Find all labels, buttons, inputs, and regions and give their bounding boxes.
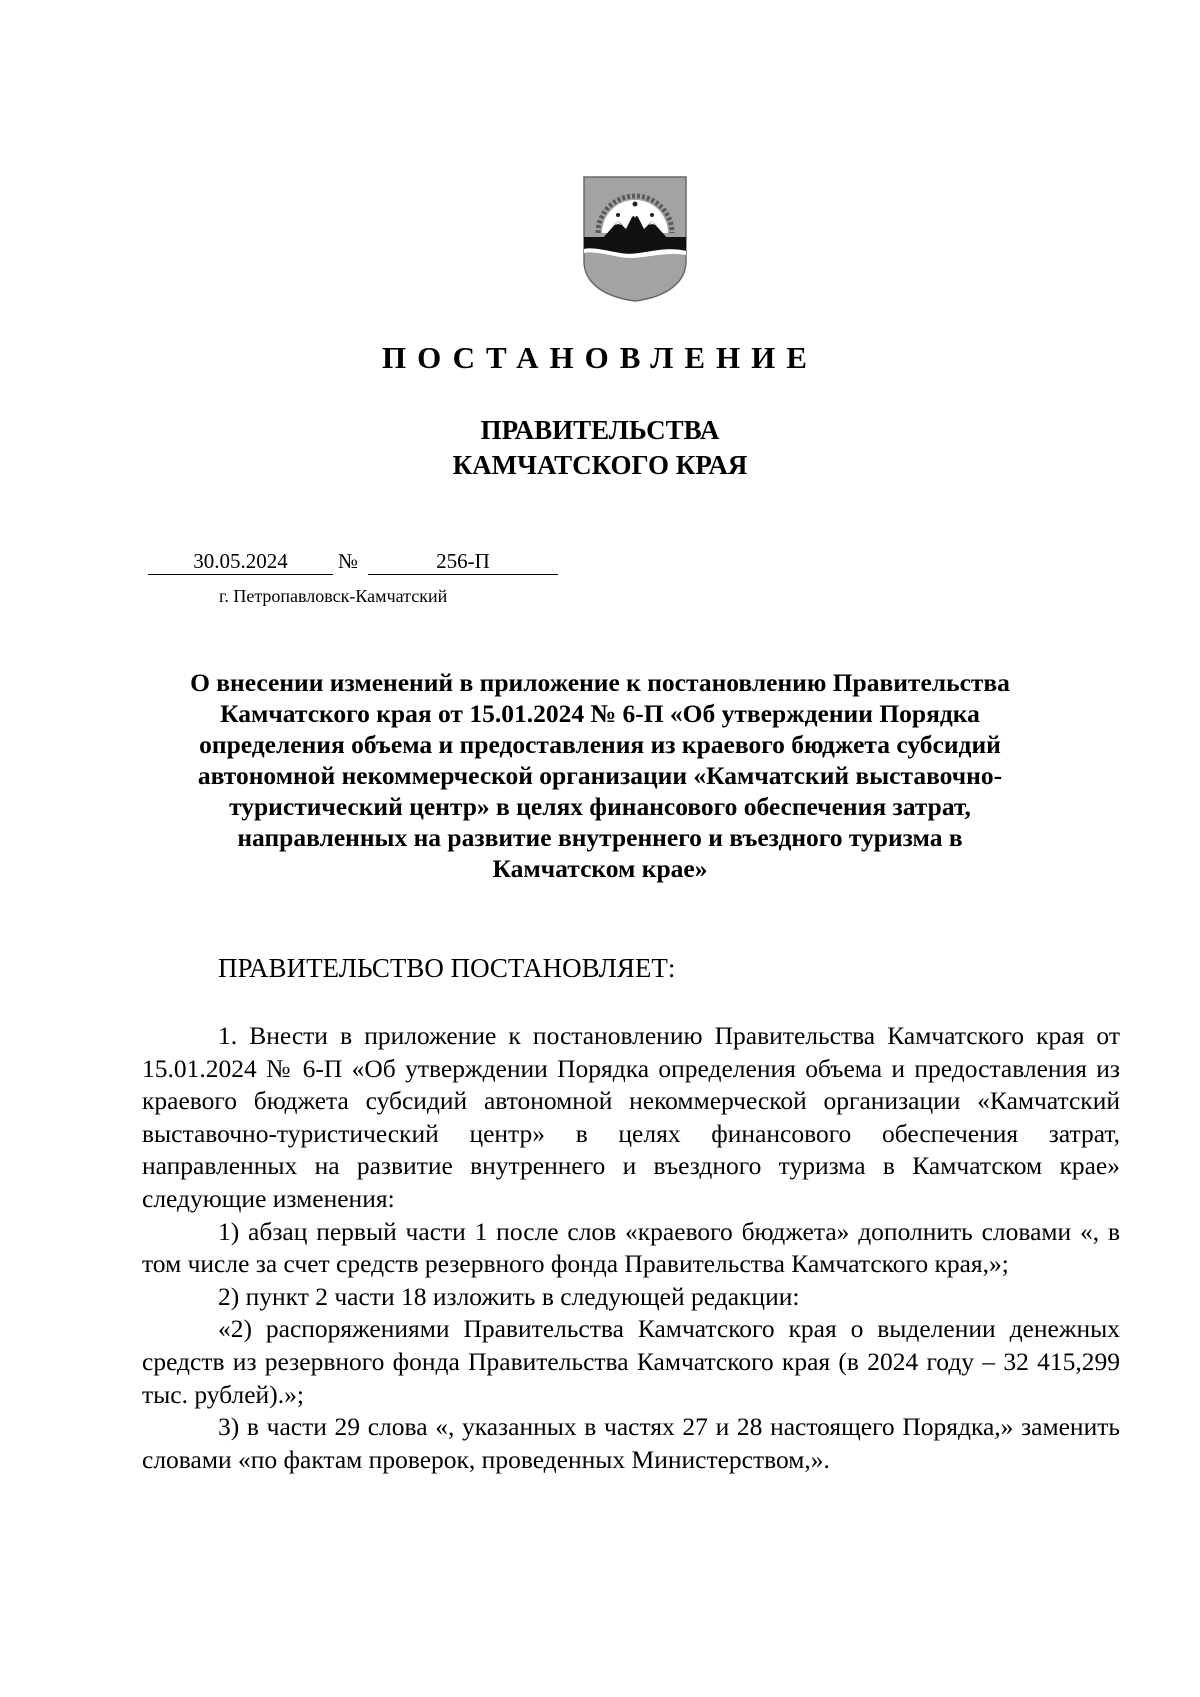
document-type-heading: ПОСТАНОВЛЕНИЕ [382,340,818,375]
kamchatka-coat-of-arms-icon [580,173,690,303]
title-line: Камчатского края от 15.01.2024 № 6-П «Об утверждении Порядка [220,699,980,728]
title-line: автономной некоммерческой организации «Камчатский выставочно- [197,761,1003,790]
document-number: 256-П [368,548,558,575]
issuer-heading [0,413,1200,483]
title-line: О внесении изменений в приложение к постановлению Правительства [190,668,1010,697]
number-sign: № [338,549,359,573]
document-date: 30.05.2024 [148,548,333,575]
body-paragraph: 1. Внести в приложение к постановлению Правительства Камчатского края от 15.01.2024 № 6-П «Об утверждении Порядка определения объема и предоставления из краевого бюджета субсидий автономной некоммерческой организации «Камчатский выставочно-туристический центр» в целях финансового обеспечения затрат, направленных на развитие внутреннего и въездного туризма в Камчатском крае» следующие изменения: [142,1021,1120,1213]
body-paragraph: 2) пункт 2 части 18 изложить в следующей редакции: [218,1281,800,1311]
issuer-line: ПРАВИТЕЛЬСТВА [480,415,720,445]
decree-heading: ПРАВИТЕЛЬСТВО ПОСТАНОВЛЯЕТ: [218,953,676,983]
title-line: туристический центр» в целях финансового обеспечения затрат, [229,792,971,821]
date-number-line [148,548,558,576]
document-title [120,667,1080,884]
body-paragraph: «2) распоряжениями Правительства Камчатского края о выделении денежных средств из резервного фонда Правительства Камчатского края (в 2024 году – 32 415,299 тыс. рублей).»; [142,1314,1120,1409]
title-line: определения объема и предоставления из краевого бюджета субсидий [199,730,1001,759]
issuer-line: КАМЧАТСКОГО КРАЯ [452,450,748,480]
title-line: Камчатском крае» [492,854,708,883]
document-body [142,1020,1120,1476]
title-line: направленных на развитие внутреннего и въездного туризма в [237,823,963,852]
city-label: г. Петропавловск-Камчатский [219,586,448,606]
body-paragraph: 1) абзац первый части 1 после слов «краевого бюджета» дополнить словами «, в том числе за счет средств резервного фонда Правительства Камчатского края,»; [142,1216,1120,1279]
body-paragraph: 3) в части 29 слова «, указанных в частях 27 и 28 настоящего Порядка,» заменить словами «по фактам проверок, проведенных Министерством,». [142,1412,1120,1474]
